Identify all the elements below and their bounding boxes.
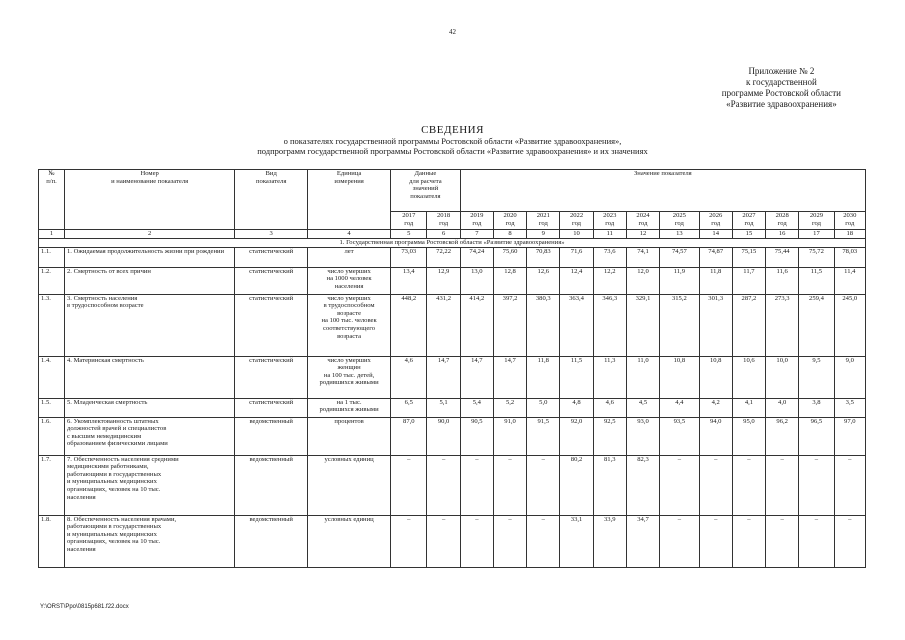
header-year — [834, 212, 865, 230]
appendix-line: «Развитие здравоохранения» — [726, 99, 837, 109]
indicator-value: 329,1 — [626, 294, 659, 356]
indicator-value: 5,1 — [427, 398, 460, 417]
indicator-value: 9,5 — [799, 356, 834, 398]
indicator-value: – — [799, 455, 834, 515]
indicator-unit: число умерших в трудоспособном возрасте на 100 тыс. человек соответствующего возраста — [308, 294, 391, 356]
indicator-value: 11,6 — [766, 267, 799, 294]
indicator-value: 95,0 — [732, 417, 765, 455]
year-label: 2018 — [437, 212, 451, 219]
indicator-value: – — [766, 515, 799, 567]
indicator-value: 34,7 — [626, 515, 659, 567]
indicator-value: – — [732, 515, 765, 567]
indicator-value: 78,03 — [834, 247, 865, 267]
header-year — [460, 212, 493, 230]
indicator-value: – — [527, 515, 560, 567]
column-number: 14 — [699, 230, 732, 239]
indicator-value: 12,4 — [560, 267, 593, 294]
indicator-value: 11,0 — [626, 356, 659, 398]
year-suffix: год — [777, 219, 787, 227]
indicator-value: – — [799, 515, 834, 567]
header-year — [493, 212, 526, 230]
indicator-value: 3,8 — [799, 398, 834, 417]
year-label: 2022 — [569, 212, 584, 219]
table-row — [39, 356, 866, 398]
indicator-value: 12,8 — [493, 267, 526, 294]
column-number: 13 — [660, 230, 699, 239]
header-year — [799, 212, 834, 230]
indicator-value: 12,2 — [593, 267, 626, 294]
indicator-value: 245,0 — [834, 294, 865, 356]
indicator-value: 96,5 — [799, 417, 834, 455]
year-label: 2029 — [809, 212, 824, 219]
year-suffix: год — [711, 219, 721, 227]
indicator-value: 12,9 — [427, 267, 460, 294]
column-number: 7 — [460, 230, 493, 239]
indicator-name: 2. Смертность от всех причин — [64, 267, 234, 294]
header-name: Номер и наименование показателя — [64, 170, 234, 230]
table-row — [39, 455, 866, 515]
indicator-value: 5,4 — [460, 398, 493, 417]
indicator-value: 71,6 — [560, 247, 593, 267]
indicator-value: 13,4 — [391, 267, 427, 294]
indicator-value: – — [660, 515, 699, 567]
indicator-value: 315,2 — [660, 294, 699, 356]
row-number: 1.8. — [39, 515, 65, 567]
document-subtitle-line: подпрограмм государственной программы Ростовской области «Развитие здравоохранения» и их значениях — [257, 146, 648, 156]
indicator-value: 96,2 — [766, 417, 799, 455]
indicator-value: – — [660, 455, 699, 515]
indicator-name: 7. Обеспеченность населения средними медицинскими работниками, работающими в государственных и муниципальных медицинских организациях, человек на 10 тыс. населения — [64, 455, 234, 515]
year-suffix: год — [811, 219, 821, 227]
row-number: 1.4. — [39, 356, 65, 398]
indicator-value: 380,3 — [527, 294, 560, 356]
indicator-value: 13,0 — [460, 267, 493, 294]
header-year — [766, 212, 799, 230]
year-label: 2027 — [742, 212, 756, 219]
indicator-value: 5,0 — [527, 398, 560, 417]
indicator-value: 14,7 — [427, 356, 460, 398]
indicator-value: 11,7 — [732, 267, 765, 294]
indicator-value: 448,2 — [391, 294, 427, 356]
indicator-value: 74,87 — [699, 247, 732, 267]
indicator-value: 346,3 — [593, 294, 626, 356]
indicator-kind: статистический — [235, 267, 308, 294]
indicator-value: 4,6 — [391, 356, 427, 398]
column-number: 1 — [39, 230, 65, 239]
indicator-name: 1. Ожидаемая продолжительность жизни при рождении — [64, 247, 234, 267]
indicator-value: – — [699, 515, 732, 567]
indicator-kind: ведомственный — [235, 455, 308, 515]
header-number: № п/п. — [39, 170, 65, 230]
indicator-value: 74,1 — [626, 247, 659, 267]
indicator-value: 11,8 — [699, 267, 732, 294]
column-number: 6 — [427, 230, 460, 239]
indicator-value: 93,0 — [626, 417, 659, 455]
year-label: 2026 — [709, 212, 723, 219]
indicator-value: – — [460, 455, 493, 515]
indicator-value: – — [527, 455, 560, 515]
year-label: 2017 — [402, 212, 416, 219]
indicator-value: 287,2 — [732, 294, 765, 356]
year-suffix: год — [572, 219, 582, 227]
table-row — [39, 247, 866, 267]
column-number: 11 — [593, 230, 626, 239]
year-suffix: год — [744, 219, 754, 227]
indicator-unit: лет — [308, 247, 391, 267]
column-number: 2 — [64, 230, 234, 239]
indicator-unit: условных единиц — [308, 455, 391, 515]
indicator-value: – — [699, 455, 732, 515]
year-label: 2020 — [503, 212, 517, 219]
indicator-value: 12,6 — [527, 267, 560, 294]
indicator-value: 74,57 — [660, 247, 699, 267]
indicator-value: 75,72 — [799, 247, 834, 267]
year-suffix: год — [472, 219, 482, 227]
indicator-value: 4,4 — [660, 398, 699, 417]
header-year — [593, 212, 626, 230]
indicator-value: 73,6 — [593, 247, 626, 267]
indicator-value: 14,7 — [493, 356, 526, 398]
table-row — [39, 398, 866, 417]
table-row — [39, 417, 866, 455]
appendix-line: к государственной — [746, 77, 817, 87]
column-number: 12 — [626, 230, 659, 239]
indicator-kind: статистический — [235, 294, 308, 356]
header-year — [626, 212, 659, 230]
indicator-value: 397,2 — [493, 294, 526, 356]
indicator-name: 4. Материнская смертность — [64, 356, 234, 398]
column-number: 18 — [834, 230, 865, 239]
indicator-kind: статистический — [235, 398, 308, 417]
column-number: 8 — [493, 230, 526, 239]
header-kind: Вид показателя — [235, 170, 308, 230]
appendix-line: программе Ростовской области — [721, 88, 841, 98]
year-label: 2030 — [843, 212, 857, 219]
year-label: 2028 — [775, 212, 789, 219]
indicator-value: 273,3 — [766, 294, 799, 356]
column-number: 17 — [799, 230, 834, 239]
indicator-value: 92,5 — [593, 417, 626, 455]
table-row — [39, 515, 866, 567]
indicator-value: – — [391, 455, 427, 515]
appendix-line: Приложение № 2 — [748, 66, 815, 76]
year-label: 2024 — [636, 212, 650, 219]
header-year — [527, 212, 560, 230]
header-year — [699, 212, 732, 230]
indicator-value: – — [834, 515, 865, 567]
indicator-value: – — [460, 515, 493, 567]
column-number: 16 — [766, 230, 799, 239]
indicator-value: – — [493, 455, 526, 515]
indicator-value: 10,6 — [732, 356, 765, 398]
indicator-name: 5. Младенческая смертность — [64, 398, 234, 417]
page-number: 42 — [449, 28, 456, 36]
indicator-value: 4,1 — [732, 398, 765, 417]
indicator-name: 3. Смертность населения в трудоспособном возрасте — [64, 294, 234, 356]
year-suffix: год — [605, 219, 615, 227]
indicator-value: 75,15 — [732, 247, 765, 267]
indicator-value: 75,60 — [493, 247, 526, 267]
year-suffix: год — [845, 219, 855, 227]
indicator-value: – — [427, 515, 460, 567]
indicator-value: 414,2 — [460, 294, 493, 356]
document-heading — [0, 124, 905, 156]
indicator-value: 11,8 — [527, 356, 560, 398]
indicator-value: 3,5 — [834, 398, 865, 417]
indicator-value: 12,0 — [626, 267, 659, 294]
table-row — [39, 267, 866, 294]
year-label: 2021 — [536, 212, 550, 219]
header-year — [427, 212, 460, 230]
indicator-value: – — [732, 455, 765, 515]
row-number: 1.1. — [39, 247, 65, 267]
indicator-unit: процентов — [308, 417, 391, 455]
indicator-value: 4,5 — [626, 398, 659, 417]
column-number: 4 — [308, 230, 391, 239]
header-unit: Единица измерения — [308, 170, 391, 230]
column-number: 5 — [391, 230, 427, 239]
row-number: 1.3. — [39, 294, 65, 356]
indicator-unit: условных единиц — [308, 515, 391, 567]
header-year — [560, 212, 593, 230]
year-suffix: год — [505, 219, 515, 227]
document-title: СВЕДЕНИЯ — [421, 124, 484, 136]
column-number: 10 — [560, 230, 593, 239]
indicator-value: 73,03 — [391, 247, 427, 267]
year-suffix: год — [404, 219, 414, 227]
indicator-value: 9,0 — [834, 356, 865, 398]
indicator-value: 10,8 — [699, 356, 732, 398]
indicator-unit: число умерших на 1000 человек населения — [308, 267, 391, 294]
indicator-value: 90,0 — [427, 417, 460, 455]
indicator-value: 4,6 — [593, 398, 626, 417]
indicator-value: 82,3 — [626, 455, 659, 515]
year-suffix: год — [674, 219, 684, 227]
indicator-value: – — [391, 515, 427, 567]
indicator-value: 363,4 — [560, 294, 593, 356]
indicator-unit: число умерших женщин на 100 тыс. детей, родившихся живыми — [308, 356, 391, 398]
row-number: 1.7. — [39, 455, 65, 515]
indicator-value: 81,3 — [593, 455, 626, 515]
file-path-footer: Y:\ORST\Ppo\0815p681.f22.docx — [40, 604, 129, 610]
indicator-value: 80,2 — [560, 455, 593, 515]
indicator-value: 91,0 — [493, 417, 526, 455]
indicator-value: 11,9 — [660, 267, 699, 294]
indicator-value: – — [493, 515, 526, 567]
indicator-kind: статистический — [235, 356, 308, 398]
indicator-value: 11,3 — [593, 356, 626, 398]
indicator-value: 33,9 — [593, 515, 626, 567]
indicator-value: 90,5 — [460, 417, 493, 455]
year-label: 2025 — [672, 212, 686, 219]
header-year — [660, 212, 699, 230]
indicator-value: – — [427, 455, 460, 515]
indicator-value: 75,44 — [766, 247, 799, 267]
column-number: 15 — [732, 230, 765, 239]
indicator-value: 11,4 — [834, 267, 865, 294]
column-number: 3 — [235, 230, 308, 239]
row-number: 1.6. — [39, 417, 65, 455]
indicator-value: 4,0 — [766, 398, 799, 417]
year-label: 2023 — [603, 212, 617, 219]
indicator-value: 11,5 — [799, 267, 834, 294]
indicator-value: 92,0 — [560, 417, 593, 455]
indicator-value: 91,5 — [527, 417, 560, 455]
section-title: 1. Государственная программа Ростовской области «Развитие здравоохранения» — [39, 239, 866, 248]
indicator-value: 14,7 — [460, 356, 493, 398]
indicator-value: 5,2 — [493, 398, 526, 417]
header-year — [732, 212, 765, 230]
header-values: Значение показателя — [460, 170, 865, 212]
year-suffix: год — [538, 219, 548, 227]
indicator-value: 10,8 — [660, 356, 699, 398]
indicator-value: 4,8 — [560, 398, 593, 417]
indicators-table — [38, 169, 866, 568]
indicator-value: 33,1 — [560, 515, 593, 567]
indicator-value: – — [766, 455, 799, 515]
row-number: 1.5. — [39, 398, 65, 417]
indicator-value: 74,24 — [460, 247, 493, 267]
indicator-value: 87,0 — [391, 417, 427, 455]
indicator-unit: на 1 тыс. родившихся живыми — [308, 398, 391, 417]
indicator-kind: ведомственный — [235, 515, 308, 567]
indicator-value: 70,83 — [527, 247, 560, 267]
appendix-block — [722, 66, 841, 110]
indicator-value: 259,4 — [799, 294, 834, 356]
indicator-kind: ведомственный — [235, 417, 308, 455]
indicator-value: 301,3 — [699, 294, 732, 356]
indicator-value: 97,0 — [834, 417, 865, 455]
indicator-value: 93,5 — [660, 417, 699, 455]
indicator-kind: статистический — [235, 247, 308, 267]
year-suffix: год — [439, 219, 449, 227]
indicator-value: 94,0 — [699, 417, 732, 455]
indicator-name: 8. Обеспеченность населения врачами, работающими в государственных и муниципальных медицинских организациях, человек на 10 тыс. населения — [64, 515, 234, 567]
document-subtitle-line: о показателях государственной программы Ростовской области «Развитие здравоохранения», — [283, 136, 622, 146]
header-base-data: Данные для расчета значений показателя — [391, 170, 461, 212]
indicator-value: 6,5 — [391, 398, 427, 417]
indicator-value: 11,5 — [560, 356, 593, 398]
table-row — [39, 294, 866, 356]
header-year — [391, 212, 427, 230]
indicator-value: 431,2 — [427, 294, 460, 356]
year-label: 2019 — [470, 212, 484, 219]
indicator-value: 72,22 — [427, 247, 460, 267]
column-number: 9 — [527, 230, 560, 239]
indicator-value: 10,0 — [766, 356, 799, 398]
indicator-name: 6. Укомплектованность штатных должностей врачей и специалистов с высшим немедицинским образованием физическими лицами — [64, 417, 234, 455]
year-suffix: год — [638, 219, 648, 227]
indicator-value: 4,2 — [699, 398, 732, 417]
indicator-value: – — [834, 455, 865, 515]
row-number: 1.2. — [39, 267, 65, 294]
